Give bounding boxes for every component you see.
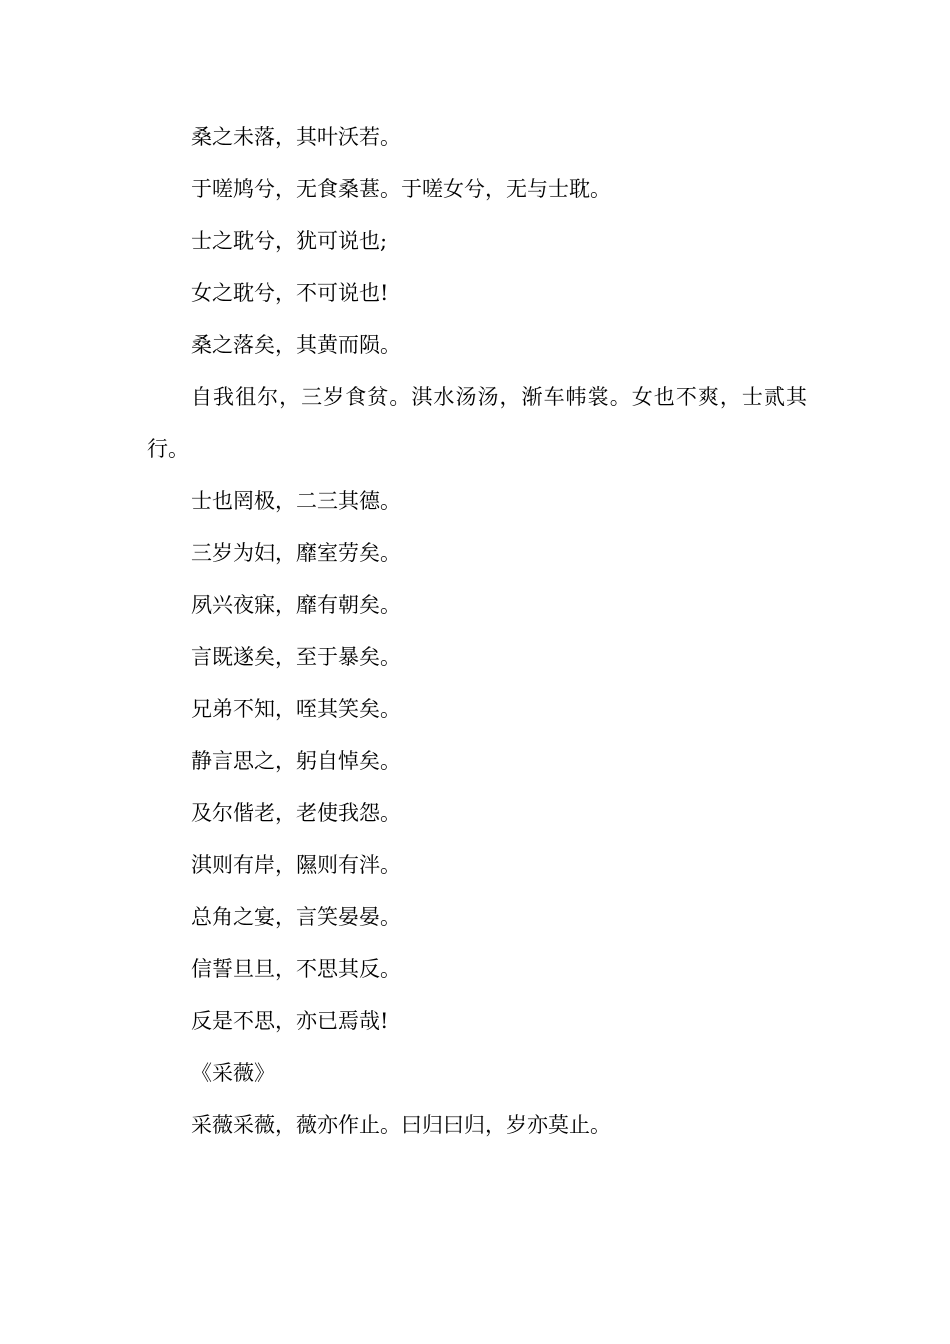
poem-line-9: 夙兴夜寐，靡有朝矣。 <box>191 593 401 617</box>
poem-line-14: 淇则有岸，隰则有泮。 <box>191 853 401 877</box>
poem-line-7: 士也罔极，二三其德。 <box>191 489 401 513</box>
poem-line-11: 兄弟不知，咥其笑矣。 <box>191 697 401 721</box>
poem-line-15: 总角之宴，言笑晏晏。 <box>191 905 401 929</box>
poem-line-6: 自我徂尔，三岁食贫。淇水汤汤，渐车帏裳。女也不爽，士贰其行。 <box>147 385 807 461</box>
poem-line-13: 及尔偕老，老使我怨。 <box>191 801 401 825</box>
poem-line-2: 于嗟鸠兮，无食桑葚。于嗟女兮，无与士耽。 <box>191 177 611 201</box>
poem-line-5: 桑之落矣，其黄而陨。 <box>191 333 401 357</box>
poem-line-1: 桑之未落，其叶沃若。 <box>191 125 401 149</box>
poem-line-16: 信誓旦旦，不思其反。 <box>191 957 401 981</box>
poem-line-3: 士之耽兮，犹可说也; <box>191 229 388 253</box>
poem-line-17: 反是不思，亦已焉哉! <box>191 1009 389 1033</box>
poem-line-12: 静言思之，躬自悼矣。 <box>191 749 401 773</box>
poem-line-4: 女之耽兮，不可说也! <box>191 281 389 305</box>
document-body <box>147 111 807 1151</box>
poem-line-18: 采薇采薇，薇亦作止。曰归曰归，岁亦莫止。 <box>191 1113 611 1137</box>
poem-line-10: 言既遂矣，至于暴矣。 <box>191 645 401 669</box>
poem-line-8: 三岁为妇，靡室劳矣。 <box>191 541 401 565</box>
section-title: 《采薇》 <box>191 1061 275 1085</box>
